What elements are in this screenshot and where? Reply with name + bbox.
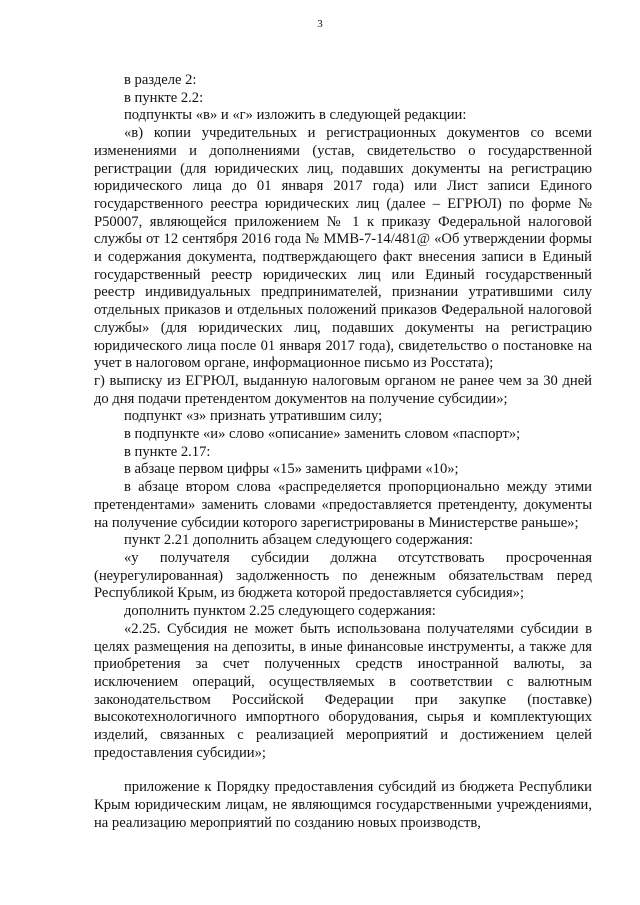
paragraph-clause-2-25-text: «2.25. Субсидия не может быть использована получателями субсидии в целях размещения на депозиты, в иные финансовые инструменты, а также для приобретения за счет полученных средств иностранной валюты, за исключением операций, осуществляемых в соответствии с валютным законодательством Российской Федерации при закупке (поставке) высокотехнологичного импортного оборудования, сырья и комплектующих изделий, связанных с реализацией мероприятий и достижением целей предоставления субсидии»;	[94, 620, 592, 761]
paragraph-appendix: приложение к Порядку предоставления субсидий из бюджета Республики Крым юридическим лицам, не являющимся государственными учреждениями, на реализацию мероприятий по созданию новых производств,	[94, 779, 592, 831]
paragraph-subclauses-v-g: подпункты «в» и «г» изложить в следующей редакции:	[124, 107, 467, 124]
paragraph-subclause-i: в подпункте «и» слово «описание» заменить словом «паспорт»;	[124, 426, 521, 443]
paragraph-clause-2-2: в пункте 2.2:	[124, 89, 204, 106]
document-body	[94, 72, 592, 833]
paragraph-gap	[94, 762, 592, 779]
paragraph-first-indent: в абзаце первом цифры «15» заменить цифрами «10»;	[124, 461, 459, 478]
paragraph-debt-requirement: «у получателя субсидии должна отсутствовать просроченная (неурегулированная) задолженность по денежным обязательствам перед Республикой Крым, из бюджета которой предоставляется субсидия»;	[94, 549, 592, 602]
paragraph-section-2: в разделе 2:	[124, 72, 197, 88]
paragraph-subclause-g-text: г) выписку из ЕГРЮЛ, выданную налоговым органом не ранее чем за 30 дней до дня подачи претендентом документов на получение субсидии»;	[94, 372, 592, 407]
page-number: 3	[317, 18, 323, 30]
paragraph-second-indent: в абзаце втором слова «распределяется пропорционально между этими претендентами» заменить словами «предоставляется претенденту, документы на получение субсидии которого зарегистрированы в Министерстве раньше»;	[94, 479, 592, 531]
paragraph-clause-2-17: в пункте 2.17:	[124, 443, 211, 460]
paragraph-subclause-v-text: «в) копии учредительных и регистрационных документов со всеми изменениями и дополнениями (устав, свидетельство о государственной регистрации (для юридических лиц, подавших документы на регистрацию юридического лица до 01 января 2017 года) или Лист записи Единого государственного реестра юридических лиц (далее – ЕГРЮЛ) по форме № Р50007, являющейся приложением № 1 к приказу Федеральной налоговой службы от 12 сентября 2016 года № ММВ-7-14/481@ «Об утверждении формы и содержания документа, подтверждающего факт внесения записи в Единый государственный реестр юридических лиц или Единый государственный реестр индивидуальных предпринимателей, признании утратившими силу отдельных приказов и отдельных положений приказов Федеральной налоговой службы» (для юридических лиц, подавших документы на регистрацию юридического лица после 01 января 2017 года), свидетельство о постановке на учет в налоговом органе, информационное письмо из Росстата);	[94, 125, 592, 372]
paragraph-clause-2-21: пункт 2.21 дополнить абзацем следующего содержания:	[124, 532, 474, 549]
paragraph-add-clause-2-25: дополнить пунктом 2.25 следующего содержания:	[124, 603, 436, 620]
paragraph-subclause-z: подпункт «з» признать утратившим силу;	[124, 408, 383, 425]
